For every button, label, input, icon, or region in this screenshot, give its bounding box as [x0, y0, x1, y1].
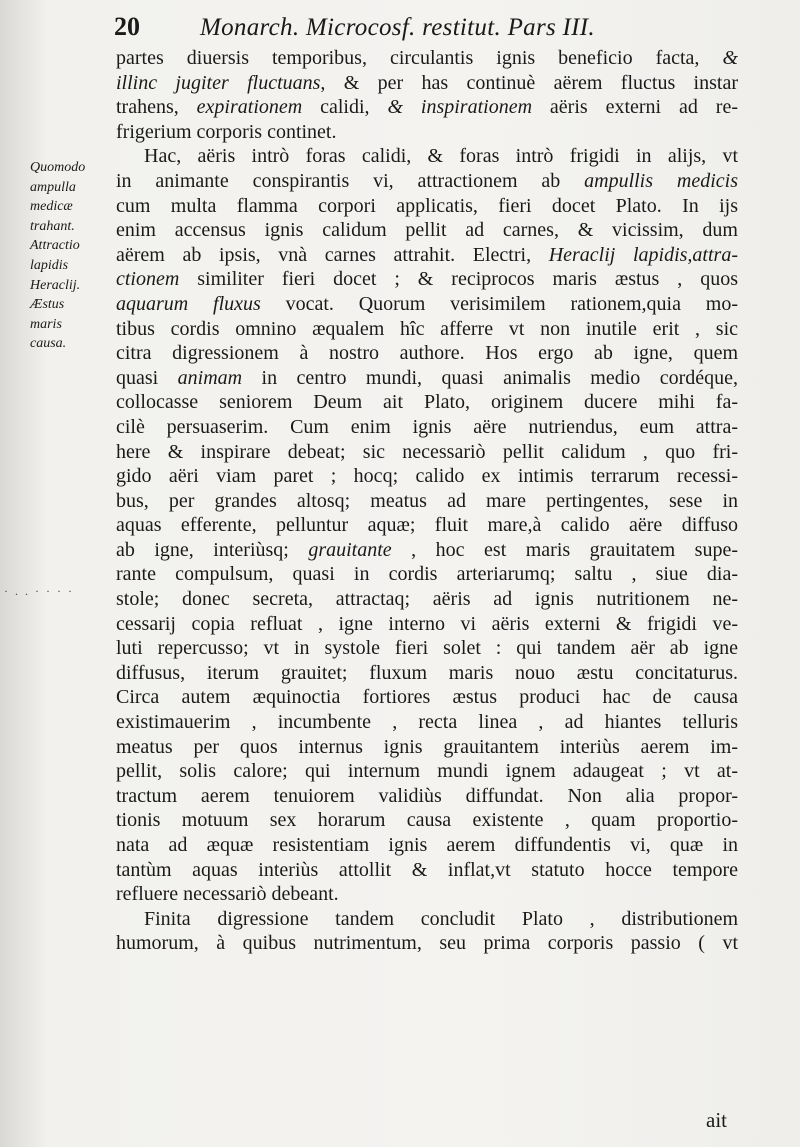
- text-segment: in animante conspirantis vi, attractionem ab: [116, 169, 585, 192]
- text-segment: similiter fieri docet ; & reciprocos maris æstus , quos: [179, 268, 738, 291]
- text-segment: nata ad æquæ resistentiam ignis aerem diffundentis vi, quæ in: [116, 834, 738, 856]
- text-line: [116, 292, 738, 317]
- italic-segment: aquarum fluxus: [116, 292, 261, 315]
- catchword: ait: [706, 1108, 727, 1132]
- margin-note-line: medicæ: [30, 199, 73, 215]
- text-segment: pellit, solis calore; qui internum mundi ignem adaugeat ; vt at-: [116, 760, 738, 783]
- text-segment: cilè persuaserim. Cum enim ignis aëre nutriendus, eum attra-: [116, 415, 738, 438]
- margin-note-line: Attractio: [30, 238, 80, 254]
- page-number: 20: [114, 12, 140, 41]
- text-segment: Circa autem æquinoctia fortiores æstus produci hac de causa: [116, 686, 738, 709]
- running-title: Monarch. Microcosf. restitut. Pars III.: [200, 14, 595, 41]
- text-line: [116, 194, 738, 219]
- text-line: [116, 735, 738, 760]
- text-line: [116, 390, 738, 415]
- margin-notes: [30, 158, 112, 354]
- margin-note-line: Heraclij.: [30, 277, 81, 293]
- text-segment: luti repercusso; vt in systole fieri solet : qui tandem aër ab igne: [116, 637, 738, 660]
- italic-segment: &: [722, 47, 738, 69]
- text-segment: aërem ab ipsis, vnà carnes attrahit. Electri,: [116, 243, 549, 266]
- text-segment: frigerium corporis continet.: [116, 120, 337, 143]
- text-line: [116, 169, 738, 194]
- text-segment: trahens,: [116, 96, 197, 119]
- text-segment: ab igne, interiùsq;: [116, 538, 309, 561]
- text-line: [116, 317, 738, 342]
- text-segment: rante compulsum, quasi in cordis arteriarumq; saltu , siue dia-: [116, 563, 738, 586]
- text-line: [116, 562, 738, 587]
- text-segment: vocat. Quorum verisimilem rationem,quia mo-: [260, 292, 738, 315]
- text-line: [116, 144, 738, 169]
- stray-marks: · . . · · · ·: [4, 584, 74, 598]
- text-segment: tibus cordis omnino æqualem hîc afferre vt non inutile erit , sic: [116, 317, 738, 340]
- text-segment: tionis motuum sex horarum causa existente , quam proportio-: [116, 809, 738, 832]
- text-line: [116, 440, 738, 465]
- page-header: [114, 12, 754, 42]
- text-line: [116, 710, 738, 735]
- text-line: [116, 366, 738, 391]
- text-segment: humorum, à quibus nutrimentum, seu prima corporis passio ( vt: [116, 932, 738, 955]
- text-segment: partes diuersis temporibus, circulantis ignis beneficio facta,: [116, 47, 723, 69]
- text-line: [116, 858, 738, 883]
- text-line: [116, 636, 738, 661]
- italic-segment: animam: [177, 366, 243, 389]
- margin-note-line: ampulla: [30, 179, 76, 195]
- text-line: [116, 759, 738, 784]
- text-line: [116, 415, 738, 440]
- text-line: [116, 464, 738, 489]
- text-line: [116, 808, 738, 833]
- text-line: [116, 907, 738, 932]
- text-line: [116, 882, 738, 907]
- text-line: [116, 587, 738, 612]
- text-line: [116, 46, 738, 71]
- text-segment: cessarij copia refluat , igne interno vi aëris externi & frigidi ve-: [116, 612, 738, 635]
- text-segment: citra digressionem à nostro authore. Hos ergo ab igne, quem: [116, 342, 738, 365]
- text-line: [116, 784, 738, 809]
- margin-note-line: causa.: [30, 336, 67, 352]
- text-segment: gido aëri viam paret ; hocq; calido ex intimis terrarum recessi-: [116, 465, 738, 488]
- italic-segment: ampullis medicis: [584, 169, 738, 192]
- text-line: [116, 833, 738, 858]
- italic-segment: Heraclij lapidis,attra-: [548, 243, 738, 266]
- margin-note-line: Æstus: [30, 297, 65, 313]
- text-segment: calidi,: [302, 96, 388, 119]
- italic-segment: expirationem: [196, 96, 303, 119]
- text-segment: , & per has continuè aërem fluctus instar: [320, 71, 738, 94]
- text-line: [116, 661, 738, 686]
- text-line: [116, 243, 738, 268]
- text-segment: aquas efferente, pelluntur aquæ; fluit mare,à calido aëre diffuso: [116, 514, 738, 537]
- italic-segment: grauitante: [308, 538, 392, 561]
- text-segment: meatus per quos internus ignis grauitantem interiùs aerem im-: [116, 735, 738, 758]
- text-line: [116, 341, 738, 366]
- body-text: [116, 46, 738, 956]
- text-segment: Finita digressione tandem concludit Plato , distributionem: [144, 907, 738, 930]
- text-segment: tantùm aquas interiùs attollit & inflat,vt statuto hocce tempore: [116, 858, 738, 881]
- text-segment: bus, per grandes altosq; meatus ad mare pertingentes, sese in: [116, 489, 738, 512]
- text-line: [116, 71, 738, 96]
- text-segment: cum multa flamma corpori applicatis, fieri docet Plato. In ijs: [116, 194, 738, 217]
- text-line: [116, 218, 738, 243]
- italic-segment: ctionem: [116, 268, 180, 291]
- italic-segment: illinc jugiter fluctuans: [116, 71, 321, 94]
- text-segment: stole; donec secreta, attractaq; aëris ad ignis nutritionem ne-: [116, 588, 738, 611]
- text-segment: , hoc est maris grauitatem supe-: [391, 538, 739, 561]
- text-segment: diffusus, iterum grauitet; fluxum maris nouo æstu concitaturus.: [116, 661, 738, 684]
- text-line: [116, 95, 738, 120]
- text-segment: Hac, aëris intrò foras calidi, & foras intrò frigidi in alijs, vt: [144, 145, 738, 168]
- text-segment: tractum aerem tenuiorem validiùs diffundat. Non alia propor-: [116, 784, 738, 807]
- text-line: [116, 489, 738, 514]
- text-line: [116, 685, 738, 710]
- text-segment: refluere necessariò debeant.: [116, 883, 339, 906]
- text-segment: quasi: [116, 366, 178, 389]
- italic-segment: & inspirationem: [387, 96, 533, 119]
- text-line: [116, 612, 738, 637]
- text-segment: here & inspirare debeat; sic necessariò pellit calidum , quo fri-: [116, 440, 738, 463]
- text-segment: aëris externi ad re-: [532, 96, 738, 119]
- text-line: [116, 513, 738, 538]
- text-line: [116, 931, 738, 956]
- text-segment: in centro mundi, quasi animalis medio cordéque,: [242, 366, 739, 389]
- margin-note-line: Quomodo: [30, 160, 86, 175]
- margin-note-line: lapidis: [30, 257, 69, 273]
- margin-note-line: maris: [30, 316, 62, 332]
- text-segment: existimauerim , incumbente , recta linea , ad hiantes telluris: [116, 711, 738, 734]
- text-line: [116, 120, 738, 145]
- margin-note-line: trahant.: [30, 218, 75, 234]
- text-segment: enim accensus ignis calidum pellit ad carnes, & vicissim, dum: [116, 219, 738, 242]
- text-line: [116, 267, 738, 292]
- text-line: [116, 538, 738, 563]
- text-segment: collocasse seniorem Deum ait Plato, originem ducere mihi fa-: [116, 391, 738, 414]
